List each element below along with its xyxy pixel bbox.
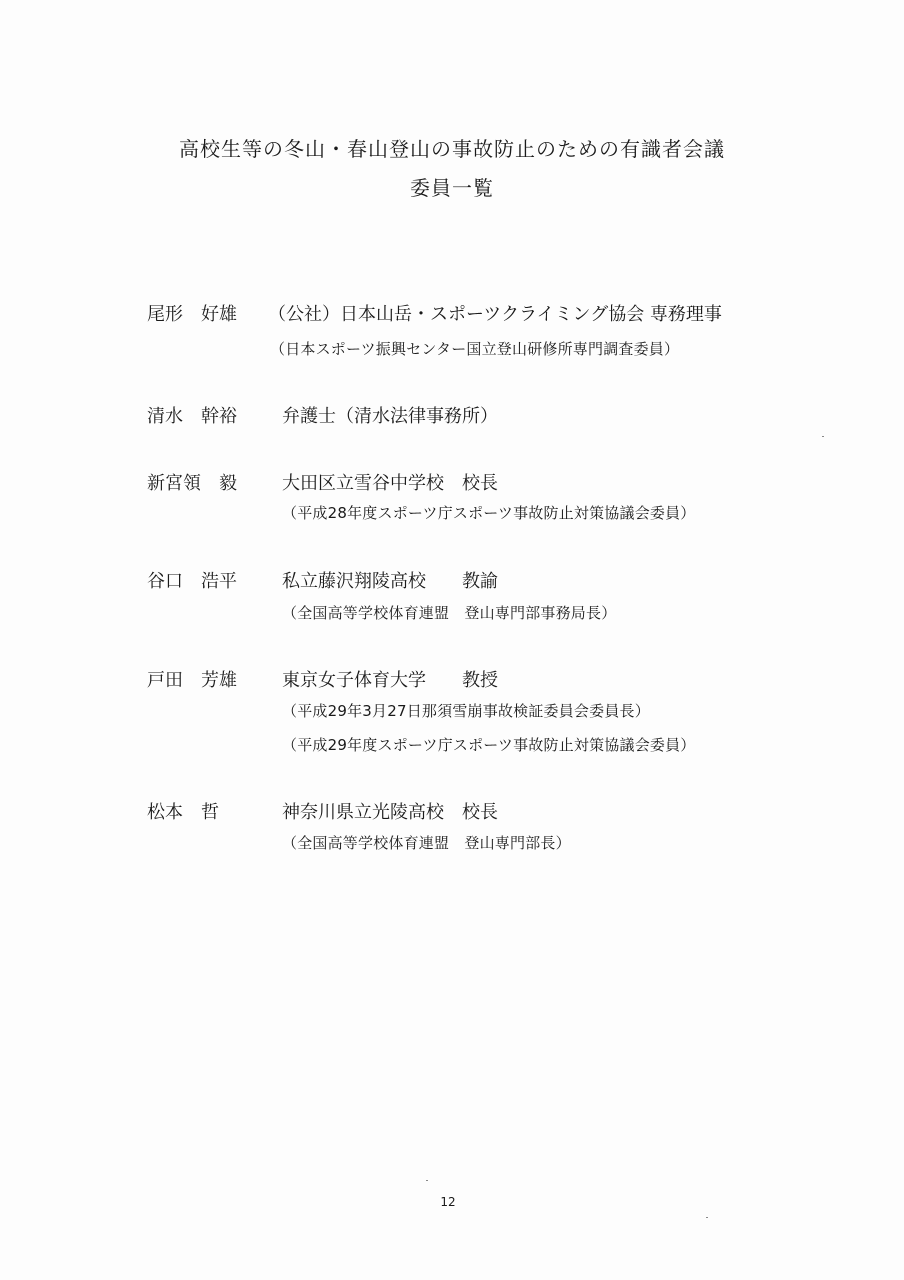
- member-name: 谷口 浩平: [147, 571, 237, 592]
- member-name: 新宮領 毅: [147, 473, 237, 494]
- member-note: （全国高等学校体育連盟 登山専門部事務局長）: [282, 604, 617, 622]
- member-name: 松本 哲: [147, 802, 219, 823]
- member-affiliation: （公社）日本山岳・スポーツクライミング協会 専務理事: [268, 304, 722, 325]
- scan-speck: [426, 1180, 428, 1181]
- member-name: 尾形 好雄: [147, 304, 237, 325]
- member-name: 戸田 芳雄: [147, 670, 237, 691]
- member-name: 清水 幹裕: [147, 406, 237, 427]
- document-subtitle: 委員一覧: [410, 176, 494, 200]
- member-affiliation: 東京女子体育大学 教授: [282, 670, 498, 691]
- member-note: （平成29年3月27日那須雪崩事故検証委員会委員長）: [282, 702, 650, 720]
- page-number: 12: [440, 1195, 456, 1209]
- member-note: （平成28年度スポーツ庁スポーツ事故防止対策協議会委員）: [282, 504, 696, 522]
- member-note: （全国高等学校体育連盟 登山専門部長）: [282, 834, 571, 852]
- member-affiliation: 私立藤沢翔陵高校 教諭: [282, 571, 498, 592]
- member-affiliation: 弁護士（清水法律事務所）: [282, 406, 498, 427]
- member-note: （平成29年度スポーツ庁スポーツ事故防止対策協議会委員）: [282, 736, 696, 754]
- member-note: （日本スポーツ振興センター国立登山研修所専門調査委員）: [270, 340, 680, 358]
- member-affiliation: 神奈川県立光陵高校 校長: [282, 802, 498, 823]
- scan-speck: [822, 436, 824, 437]
- document-title: 高校生等の冬山・春山登山の事故防止のための有識者会議: [179, 137, 725, 161]
- scan-speck: [706, 1217, 708, 1218]
- member-affiliation: 大田区立雪谷中学校 校長: [282, 473, 498, 494]
